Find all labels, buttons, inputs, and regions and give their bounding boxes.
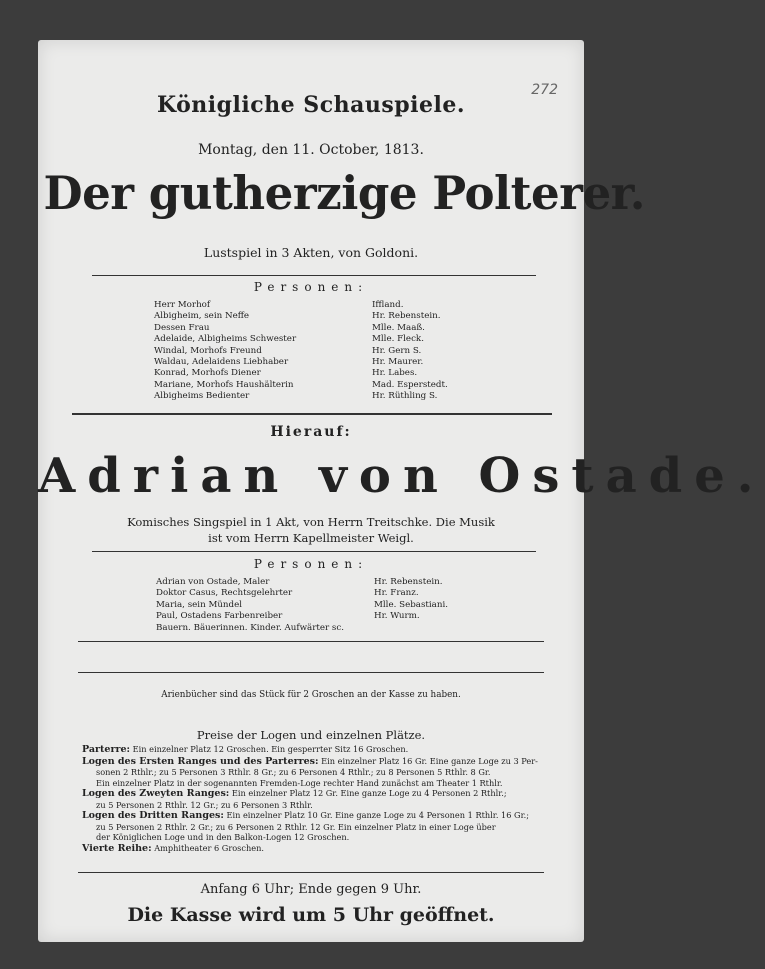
price-line [82, 767, 552, 778]
actor: Hr. Rüthling S. [372, 391, 438, 402]
price-text: zu 5 Personen 2 Rthlr. 12 Gr.; zu 6 Personen 3 Rthlr. [96, 799, 313, 810]
play2-subtitle-line2: ist vom Herrn Kapellmeister Weigl. [208, 531, 414, 545]
libretto-notice: Arienbücher sind das Stück für 2 Groschen an der Kasse zu haben. [161, 690, 461, 700]
price-line [82, 843, 552, 855]
start-end-time: Anfang 6 Uhr; Ende gegen 9 Uhr. [200, 882, 422, 897]
play1-actors [372, 300, 448, 403]
price-text: Ein einzelner Platz 12 Groschen. Ein gesperrter Sitz 16 Groschen. [130, 744, 409, 754]
actor: Hr. Wurm. [374, 611, 420, 622]
price-text: zu 5 Personen 2 Rthlr. 2 Gr.; zu 6 Personen 2 Rthlr. 12 Gr. Ein einzelner Platz in einer Loge über [96, 821, 496, 832]
box-office-notice: Die Kasse wird um 5 Uhr geöffnet. [127, 904, 495, 926]
price-text: Ein einzelner Platz 16 Gr. Eine ganze Loge zu 3 Per- [318, 755, 538, 766]
divider [78, 872, 544, 873]
play1-roles [154, 300, 296, 403]
divider [78, 672, 544, 673]
price-line [82, 744, 552, 756]
prices-heading: Preise der Logen und einzelnen Plätze. [196, 728, 426, 742]
actor: Hr. Franz. [374, 588, 419, 599]
handwritten-number: 272 [531, 82, 558, 98]
play2-title: Adrian von Ostade. [38, 448, 765, 504]
price-line [82, 810, 552, 822]
play2-subtitle-line1: Komisches Singspiel in 1 Akt, von Herrn Treitschke. Die Musik [127, 515, 495, 529]
theatre-title: Königliche Schauspiele. [157, 92, 465, 118]
price-text: Ein einzelner Platz 12 Gr. Eine ganze Loge zu 4 Personen 2 Rthlr.; [229, 788, 507, 798]
role: Herr Morhof [154, 300, 211, 310]
divider [92, 275, 536, 276]
divider [92, 551, 536, 552]
actor: Mad. Esperstedt. [372, 379, 448, 390]
playbill-sheet [38, 40, 765, 942]
price-label: Vierte Reihe: [82, 842, 152, 854]
price-line [82, 778, 552, 789]
play1-subtitle: Lustspiel in 3 Akten, von Goldoni. [203, 245, 419, 260]
price-text: sonen 2 Rthlr.; zu 5 Personen 3 Rthlr. 8 Gr.; zu 6 Personen 4 Rthlr.; zu 8 Personen 5 Rthlr. 8 Gr. [96, 767, 491, 777]
play2-cast-heading: Personen: [253, 557, 369, 571]
actor: Hr. Maurer. [372, 357, 424, 368]
actor: Hr. Rebenstein. [374, 577, 443, 587]
price-label: Parterre: [82, 744, 131, 755]
role: Maria, sein Mündel [156, 599, 243, 610]
play2-intro: Hierauf: [270, 424, 352, 440]
price-label: Logen des Dritten Ranges: [82, 810, 224, 821]
price-text: Amphitheater 6 Groschen. [151, 842, 264, 853]
play2-roles [156, 577, 344, 634]
actor: Mlle. Sebastiani. [374, 599, 448, 610]
role: Doktor Casus, Rechtsgelehrter [156, 588, 293, 599]
price-text: der Königlichen Loge und in den Balkon-Logen 12 Groschen. [96, 832, 350, 842]
actor: Hr. Labes. [372, 368, 418, 379]
actor: Hr. Gern S. [372, 345, 422, 356]
actor: Mlle. Maaß. [372, 322, 425, 333]
price-line [82, 832, 552, 843]
role: Mariane, Morhofs Haushälterin [154, 379, 294, 390]
price-label: Logen des Ersten Ranges und des Parterres: [82, 755, 319, 767]
price-text: Ein einzelner Platz in der sogenannten Fremden-Loge rechter Hand zunächst am Theater 1 Rthlr. [96, 777, 503, 788]
price-label: Logen des Zweyten Ranges: [82, 788, 230, 799]
actor: Mlle. Fleck. [372, 334, 424, 345]
price-line [82, 822, 552, 833]
role: Windal, Morhofs Freund [154, 345, 262, 356]
role: Adrian von Ostade, Maler [156, 577, 270, 587]
price-line [82, 788, 552, 800]
role: Waldau, Adelaidens Liebhaber [154, 357, 289, 368]
price-line [82, 800, 552, 811]
price-line [82, 756, 552, 768]
role: Paul, Ostadens Farbenreiber [156, 611, 283, 622]
price-text: Ein einzelner Platz 10 Gr. Eine ganze Loge zu 4 Personen 1 Rthlr. 16 Gr.; [223, 810, 529, 820]
actor: Iffland. [372, 300, 404, 310]
role: Adelaide, Albigheims Schwester [154, 334, 297, 345]
role: Albigheim, sein Neffe [154, 311, 250, 322]
divider [78, 641, 544, 642]
divider [72, 413, 552, 415]
play1-title: Der gutherzige Polterer. [43, 166, 645, 220]
role: Bauern. Bäuerinnen. Kinder. Aufwärter sc. [156, 622, 345, 633]
play1-cast-heading: Personen: [253, 280, 369, 294]
price-list [82, 744, 552, 854]
role: Konrad, Morhofs Diener [154, 368, 261, 379]
play2-actors [374, 577, 448, 623]
role: Dessen Frau [154, 322, 210, 333]
role: Albigheims Bedienter [154, 391, 250, 402]
actor: Hr. Rebenstein. [372, 311, 441, 322]
performance-date: Montag, den 11. October, 1813. [198, 142, 424, 158]
